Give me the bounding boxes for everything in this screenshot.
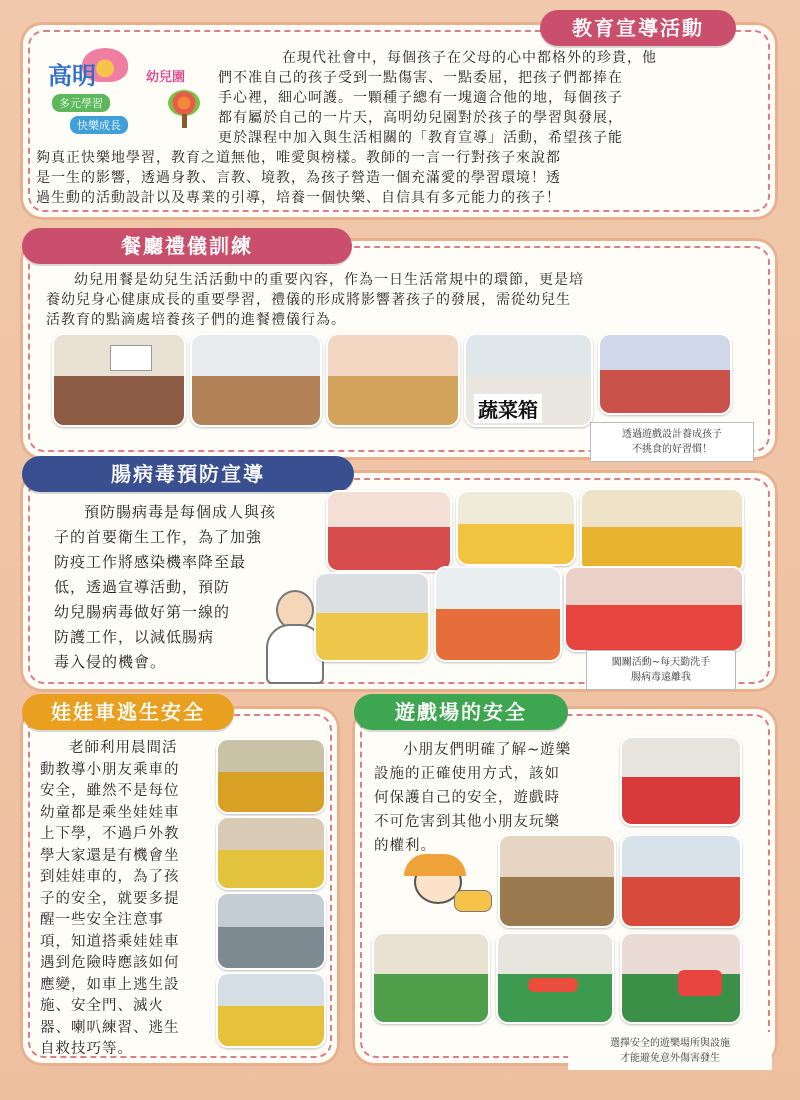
dining-photo-1 bbox=[52, 333, 186, 427]
dining-paragraph bbox=[46, 270, 758, 330]
bus-line: 上下學，不過戶外教 bbox=[40, 826, 180, 842]
playground-line: 何保護自己的安全，遊戲時 bbox=[374, 790, 560, 806]
bus-photo-1 bbox=[216, 738, 326, 814]
bus-line: 項，知道搭乘娃娃車 bbox=[40, 933, 180, 950]
enterovirus-caption-line: 腸病毒遠離我 bbox=[631, 672, 691, 683]
education-line: 都有屬於自己的一片天，高明幼兒園對於孩子的學習與發展， bbox=[218, 110, 623, 126]
playground-photo-6 bbox=[620, 932, 742, 1024]
enterovirus-photo-4 bbox=[314, 572, 430, 662]
logo-subtitle: 幼兒園 bbox=[146, 70, 186, 85]
dining-line: 活教育的點滴處培養孩子們的進餐禮儀行為。 bbox=[46, 312, 346, 328]
education-line: 夠真正快樂地學習，教育之道無他，唯愛與榜樣。教師的一言一行對孩子來說都 bbox=[36, 150, 561, 166]
dining-photo-5 bbox=[598, 333, 732, 415]
dining-photo-3 bbox=[326, 333, 460, 427]
playground-title-pill bbox=[354, 694, 568, 730]
enterovirus-photo-2 bbox=[456, 490, 576, 566]
enterovirus-photo-1 bbox=[326, 490, 452, 572]
dining-title-pill bbox=[22, 228, 352, 264]
bus-line: 學大家還是有機會坐 bbox=[40, 847, 180, 864]
enterovirus-line: 毒入侵的機會。 bbox=[54, 653, 167, 671]
bus-line: 自救技巧等。 bbox=[40, 1041, 133, 1057]
playground-photo-1 bbox=[620, 736, 742, 826]
bus-line: 醒一些安全注意事 bbox=[40, 912, 164, 928]
enterovirus-line: 預防腸病毒是每個成人與孩 bbox=[84, 503, 277, 521]
enterovirus-photo-3 bbox=[580, 488, 744, 574]
bus-line: 動教導小朋友乘車的 bbox=[40, 761, 180, 778]
playground-caption-line: 選擇安全的遊樂場所與設施 bbox=[610, 1038, 730, 1049]
playground-photo-2 bbox=[498, 834, 616, 928]
playground-photo-3 bbox=[620, 834, 742, 928]
enterovirus-line: 防疫工作將感染機率降至最 bbox=[54, 553, 247, 571]
bus-title: 娃娃車逃生安全 bbox=[51, 700, 205, 724]
education-line: 更於課程中加入與生活相關的「教育宣導」活動，希望孩子能 bbox=[218, 130, 623, 146]
vegetable-box-sign: 蔬菜箱 bbox=[474, 394, 542, 423]
education-title: 教育宣導活動 bbox=[572, 16, 704, 40]
playground-photo-4 bbox=[372, 932, 490, 1024]
bus-photo-3 bbox=[216, 892, 326, 970]
playground-caption bbox=[568, 1032, 772, 1070]
enterovirus-title: 腸病毒預防宣導 bbox=[111, 462, 265, 486]
bus-line: 施、安全門、滅火 bbox=[40, 998, 164, 1014]
enterovirus-photo-5 bbox=[434, 566, 562, 662]
bus-paragraph bbox=[40, 738, 210, 1061]
dining-caption-line: 不挑食的好習慣！ bbox=[632, 444, 712, 455]
playground-line: 設施的正確使用方式，該如 bbox=[374, 766, 560, 782]
dining-caption-line: 透過遊戲設計養成孩子 bbox=[622, 429, 722, 440]
dining-title: 餐廳禮儀訓練 bbox=[121, 234, 253, 258]
enterovirus-line: 子的首要衛生工作，為了加強 bbox=[54, 528, 263, 546]
playground-line: 小朋友們明確了解~遊樂 bbox=[403, 742, 572, 758]
dining-photo-4 bbox=[464, 333, 593, 427]
education-paragraph bbox=[36, 48, 756, 208]
bus-line: 器、喇叭練習、逃生 bbox=[40, 1019, 180, 1036]
enterovirus-caption bbox=[586, 650, 736, 690]
dining-caption bbox=[590, 422, 754, 462]
education-line: 手心裡，細心呵護。一顆種子總有一塊適合他的地，每個孩子 bbox=[218, 90, 623, 106]
logo-badge-growth: 快樂成長 bbox=[70, 116, 128, 134]
education-line: 在現代社會中，每個孩子在父母的心中都格外的珍貴，他 bbox=[282, 50, 657, 66]
bus-line: 老師利用晨間活 bbox=[69, 740, 178, 756]
enterovirus-photo-6 bbox=[564, 566, 744, 652]
bus-line: 幼童都是乘坐娃娃車 bbox=[40, 804, 180, 821]
education-line: 是一生的影響，透過身教、言教、境教，為孩子營造一個充滿愛的學習環境！透 bbox=[36, 170, 561, 186]
bus-photo-4 bbox=[216, 972, 326, 1048]
education-line: 過生動的活動設計以及專業的引導，培養一個快樂、自信具有多元能力的孩子！ bbox=[36, 190, 561, 206]
enterovirus-line: 低，透過宣導活動，預防 bbox=[54, 578, 231, 596]
education-line: 們不准自己的孩子受到一點傷害、一點委屈，把孩子們都捧在 bbox=[218, 70, 623, 86]
dining-line: 幼兒用餐是幼兒生活活動中的重要內容，作為一日生活常規中的環節，更是培 bbox=[74, 272, 584, 288]
playground-caption-line: 才能避免意外傷害發生 bbox=[620, 1053, 720, 1064]
playground-title: 遊戲場的安全 bbox=[395, 700, 527, 724]
playground-line: 的權利。 bbox=[374, 838, 436, 854]
bus-photo-2 bbox=[216, 816, 326, 890]
bus-line: 子的安全，就要多提 bbox=[40, 890, 180, 907]
dining-photo-2 bbox=[190, 333, 322, 427]
falling-child-illustration bbox=[378, 850, 496, 924]
enterovirus-caption-line: 闖關活動~每天勤洗手 bbox=[611, 657, 711, 668]
enterovirus-title-pill bbox=[22, 456, 354, 492]
enterovirus-line: 幼兒腸病毒做好第一線的 bbox=[54, 603, 231, 621]
bus-title-pill bbox=[22, 694, 234, 730]
playground-line: 不可危害到其他小朋友玩樂 bbox=[374, 814, 560, 830]
bus-line: 應變，如車上逃生設 bbox=[40, 976, 180, 993]
logo-badge-learning: 多元學習 bbox=[52, 94, 110, 112]
bus-line: 安全，雖然不是每位 bbox=[40, 783, 180, 799]
enterovirus-line: 防護工作，以減低腸病 bbox=[54, 628, 215, 646]
bus-line: 到娃娃車的，為了孩 bbox=[40, 869, 180, 885]
playground-photo-5 bbox=[496, 932, 614, 1024]
logo-name: 高明 bbox=[48, 62, 96, 90]
dining-line: 養幼兒身心健康成長的重要學習，禮儀的形成將影響著孩子的發展，需從幼兒生 bbox=[46, 292, 571, 308]
education-title-pill bbox=[540, 10, 736, 46]
bus-line: 遇到危險時應該如何 bbox=[40, 955, 180, 971]
